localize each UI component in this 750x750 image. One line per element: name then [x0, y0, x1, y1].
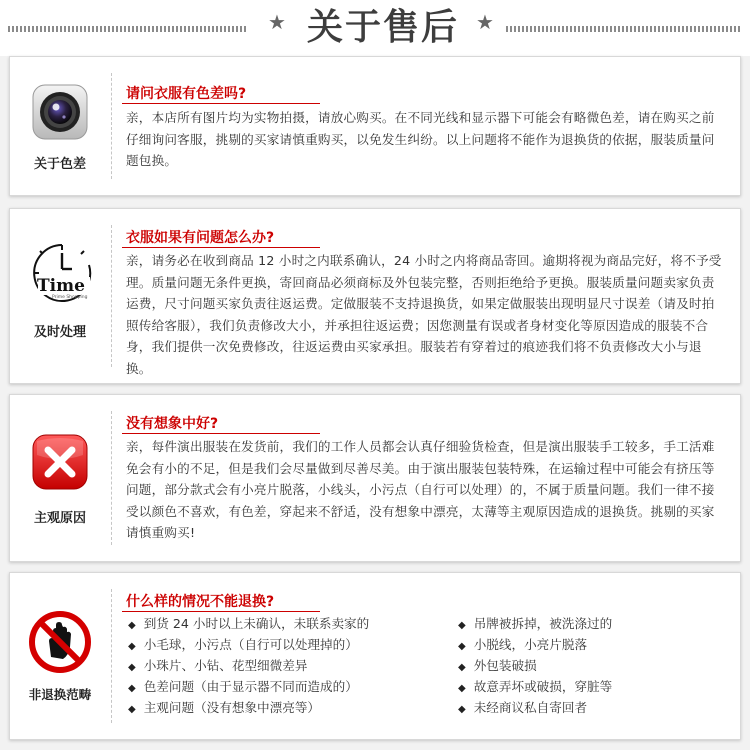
section-title: 衣服如果有问题怎么办?	[126, 230, 275, 246]
list-item: ◆ 主观问题（没有想象中漂亮等）	[128, 697, 458, 718]
section-body: 亲，每件演出服装在发货前，我们的工作人员都会认真仔细验货检查，但是演出服装手工较多，手工活难免会有小的不足，但是我们会尽量做到尽善尽美。由于演出服装包装特殊，在运输过程中可能会有挤压等问题，部分款式会有小亮片脱落，小线头，小污点（自行可以处理）的，不属于质量问题。我们一律不接受以颜色不喜欢，有色差，穿起来不舒适，没有想象中漂亮，太薄等主观原因造成的退换货。挑剔的买家请慎重购买!	[126, 439, 715, 540]
list-item: ◆ 故意弄坏或破损，穿脏等	[458, 676, 738, 697]
dashed-divider	[111, 589, 112, 723]
list-item: ◆ 到货 24 小时以上未确认，未联系卖家的	[128, 613, 458, 634]
header-dotted-line-right	[506, 26, 742, 32]
list-item: ◆ 小珠片、小钻、花型细微差异	[128, 655, 458, 676]
non-return-list-left	[128, 613, 458, 718]
time-text: Time	[37, 276, 85, 296]
section-non-return-scope	[9, 572, 741, 740]
star-icon: ★	[268, 10, 286, 34]
section-icon-column	[10, 209, 110, 383]
camera-lens-icon	[31, 83, 89, 141]
title-underline	[122, 433, 320, 434]
section-body: 亲，请务必在收到商品 12 小时之内联系确认，24 小时之内将商品寄回。逾期将视为商品完好，将不予受理。质量问题无条件更换，寄回商品必须商标及外包装完整，否则拒绝给予更换。服装质量问题卖家负责运费，尺寸问题买家负责往返运费。定做服装不支持退换货，如果定做服装出现明显尺寸误差（请及时拍照传给客服），我们负责修改大小，并承担往返运费；因您测量有误或者身材变化等原因造成的服装不合身，我们提供一次免费修改，往返运费由买家承担。服装若有穿着过的痕迹我们将不负责修改大小与退换。	[126, 253, 722, 376]
section-color-difference	[9, 56, 741, 196]
section-subjective-reasons	[9, 394, 741, 562]
list-item: ◆ 小毛球，小污点（自行可以处理掉的）	[128, 634, 458, 655]
title-underline	[122, 611, 320, 612]
time-subtext: Prime Shopping	[52, 295, 88, 300]
list-item: ◆ 未经商议私自寄回者	[458, 697, 738, 718]
section-label: 关于色差	[33, 157, 86, 172]
section-label: 及时处理	[33, 325, 86, 340]
star-icon: ★	[476, 10, 494, 34]
list-item: ◆ 色差问题（由于显示器不同而造成的）	[128, 676, 458, 697]
list-item: ◆ 外包装破损	[458, 655, 738, 676]
list-item: ◆ 吊牌被拆掉，被洗涤过的	[458, 613, 738, 634]
non-return-list-right	[458, 613, 738, 718]
section-label: 非退换范畴	[28, 687, 92, 702]
section-icon-column	[10, 573, 110, 739]
page-header	[0, 0, 750, 56]
section-label: 主观原因	[33, 511, 86, 526]
section-icon-column	[10, 395, 110, 561]
title-underline	[122, 103, 320, 104]
section-title: 什么样的情况不能退换?	[126, 594, 275, 610]
header-dotted-line-left	[8, 26, 246, 32]
section-title: 请问衣服有色差吗?	[126, 86, 247, 102]
red-x-icon	[31, 433, 89, 491]
page-title: 关于售后	[306, 7, 459, 48]
dashed-divider	[111, 73, 112, 179]
section-title: 没有想象中好?	[126, 416, 219, 432]
no-hand-icon	[29, 611, 91, 673]
section-body: 亲，本店所有图片均为实物拍摄，请放心购买。在不同光线和显示器下可能会有略微色差，请在购买之前仔细询问客服，挑剔的买家请慎重购买，以免发生纠纷。以上问题将不能作为退换货的依据，服装质量问题包换。	[126, 110, 715, 168]
dashed-divider	[111, 225, 112, 367]
clock-icon	[26, 239, 98, 303]
section-timely-handling	[9, 208, 741, 384]
section-icon-column	[10, 57, 110, 195]
dashed-divider	[111, 411, 112, 545]
title-underline	[122, 247, 320, 248]
list-item: ◆ 小脱线，小亮片脱落	[458, 634, 738, 655]
